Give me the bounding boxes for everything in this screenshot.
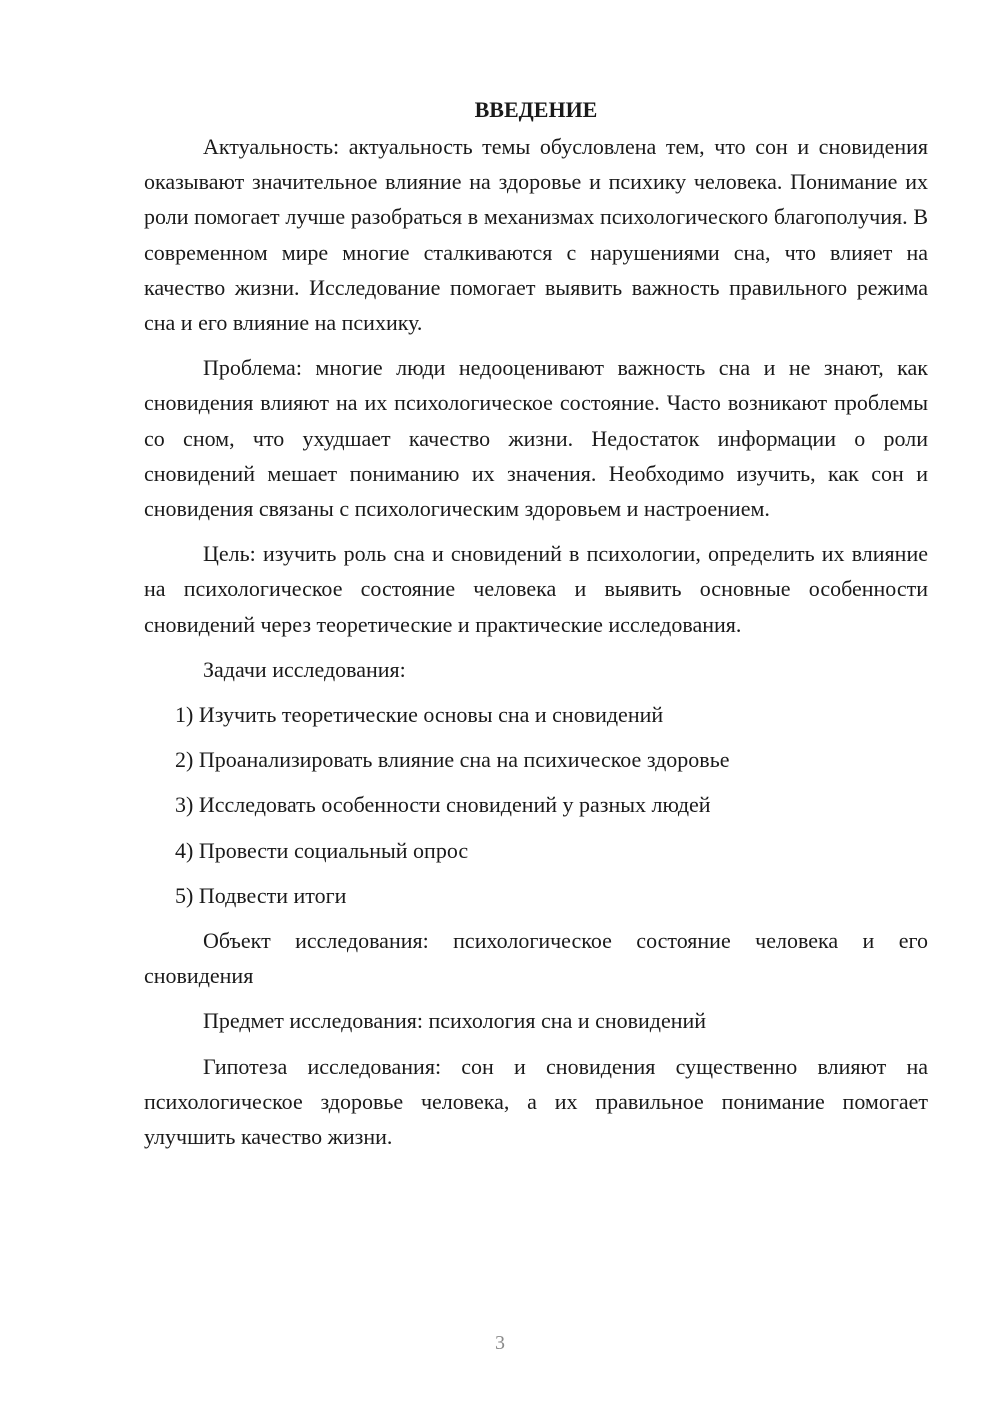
list-item: 1) Изучить теоретические основы сна и сновидений: [175, 702, 664, 728]
document-page: [144, 92, 928, 1164]
relevance-paragraph: Актуальность: актуальность темы обусловлена тем, что сон и сновидения оказывают значительное влияние на здоровье и психику человека. Понимание их роли помогает лучше разобраться в механизмах психологического благополучия. В современном мире многие сталкиваются с нарушениями сна, что влияет на качество жизни. Исследование помогает выявить важность правильного режима сна и его влияние на психику.: [144, 134, 928, 336]
list-item: 4) Провести социальный опрос: [175, 837, 469, 863]
goal-paragraph: Цель: изучить роль сна и сновидений в психологии, определить их влияние на психологическое состояние человека и выявить основные особенности сновидений через теоретические и практические исследования.: [144, 541, 928, 637]
list-item: 5) Подвести итоги: [175, 882, 347, 908]
object-paragraph: Объект исследования: психологическое состояние человека и его сновидения: [144, 928, 928, 989]
hypothesis-paragraph: Гипотеза исследования: сон и сновидения существенно влияют на психологическое здоровье человека, а их правильное понимание помогает улучшить качество жизни.: [144, 1053, 928, 1150]
section-title: ВВЕДЕНИЕ: [474, 97, 598, 122]
problem-paragraph: Проблема: многие люди недооценивают важность сна и не знают, как сновидения влияют на их психологическое состояние. Часто возникают проблемы со сном, что ухудшает качество жизни. Недостаток информации о роли сновидений мешает пониманию их значения. Необходимо изучить, как сон и сновидения связаны с психологическим здоровьем и настроением.: [144, 355, 928, 522]
tasks-heading: Задачи исследования:: [203, 656, 406, 682]
page-number: 3: [495, 1332, 505, 1354]
subject-paragraph: Предмет исследования: психология сна и сновидений: [203, 1008, 707, 1034]
list-item: 2) Проанализировать влияние сна на психическое здоровье: [175, 747, 730, 773]
list-item: 3) Исследовать особенности сновидений у разных людей: [175, 792, 711, 818]
tasks-list: [144, 697, 928, 913]
